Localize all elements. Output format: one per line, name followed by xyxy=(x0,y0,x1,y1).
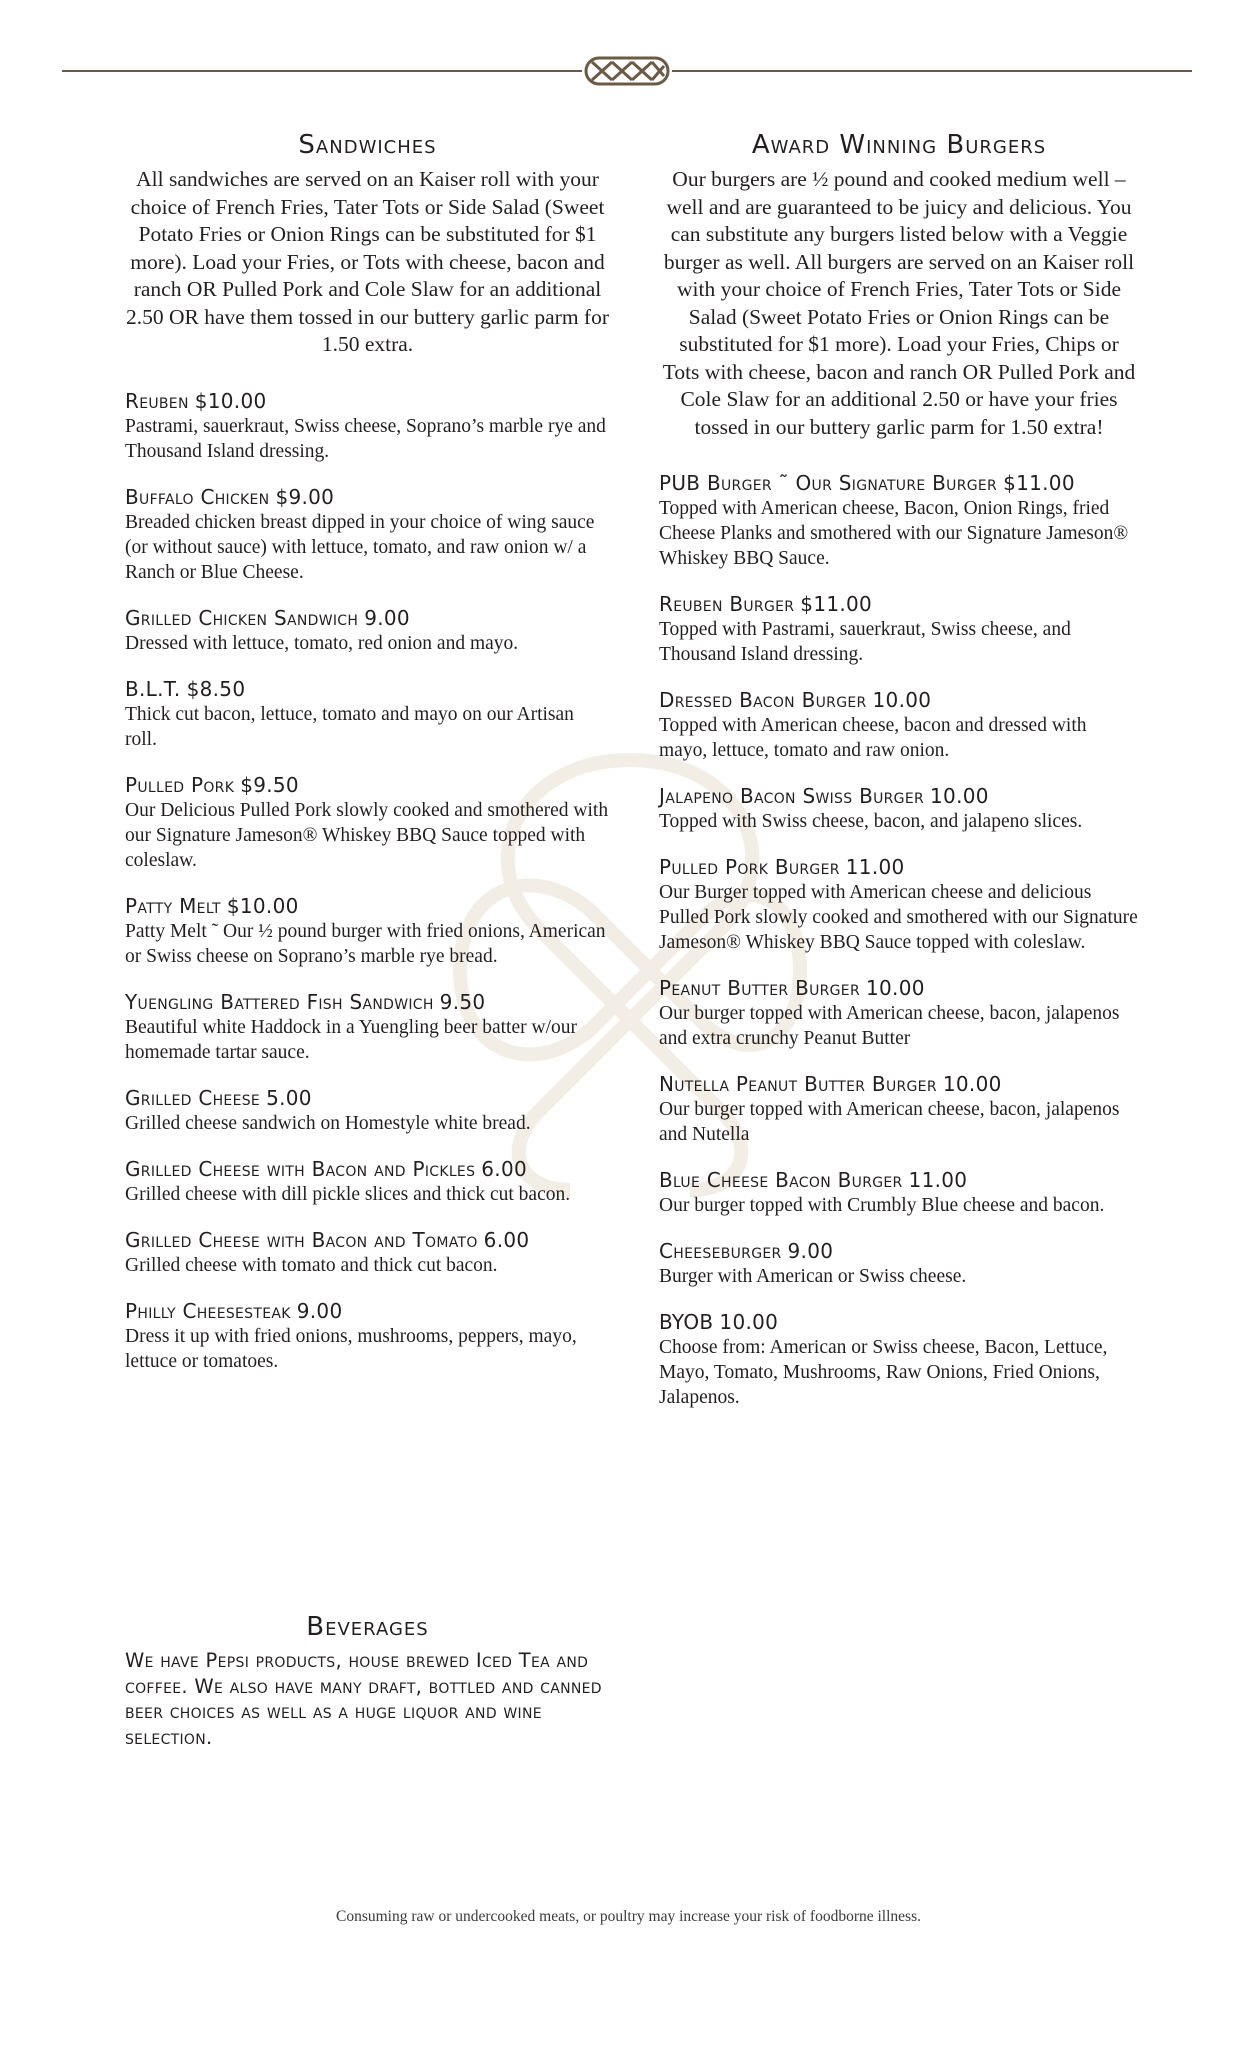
menu-item-description: Our Delicious Pulled Pork slowly cooked and smothered with our Signature Jameson® Whiskey BBQ Sauce topped with coleslaw. xyxy=(125,799,609,871)
menu-item-name xyxy=(125,990,610,1015)
menu-item-price: 11.00 xyxy=(845,855,905,879)
menu-item-title: PUB Burger ˜ Our Signature Burger xyxy=(659,471,998,495)
menu-item-description: Patty Melt ˜ Our ½ pound burger with fried onions, American or Swiss cheese on Soprano’s marble rye bread. xyxy=(125,920,606,967)
menu-item-price: 5.00 xyxy=(266,1085,312,1110)
menu-item xyxy=(125,1299,610,1374)
menu-item-title: Peanut Butter Burger xyxy=(659,976,860,1000)
menu-item-title: Jalapeno Bacon Swiss Burger xyxy=(659,784,925,808)
menu-item-price: 11.00 xyxy=(908,1168,968,1192)
menu-item xyxy=(125,677,610,752)
menu-item-name xyxy=(125,1157,610,1182)
menu-item-name xyxy=(659,1239,1139,1264)
menu-item xyxy=(125,485,610,585)
burgers-section xyxy=(659,130,1139,1431)
menu-item xyxy=(125,606,610,656)
menu-item xyxy=(659,784,1139,834)
menu-item xyxy=(659,688,1139,763)
footer-disclaimer: Consuming raw or undercooked meats, or poultry may increase your risk of foodborne illness. xyxy=(336,1908,921,1925)
menu-item-title: Grilled Cheese xyxy=(125,1085,261,1110)
menu-item-name xyxy=(125,1086,610,1111)
menu-item xyxy=(125,1228,610,1278)
menu-item-name xyxy=(125,606,610,631)
beverages-section xyxy=(125,1612,610,1750)
menu-item-name xyxy=(659,471,1139,496)
menu-item-price: 10.00 xyxy=(866,976,925,1000)
menu-item-title: Grilled Cheese with Bacon and Pickles xyxy=(125,1156,476,1181)
menu-item-title: Grilled Chicken Sandwich xyxy=(125,605,359,630)
menu-item-name xyxy=(659,1310,1139,1335)
menu-item-title: BYOB xyxy=(659,1310,714,1334)
menu-item xyxy=(125,773,610,873)
menu-item-price: 10.00 xyxy=(930,784,989,808)
menu-item-description: Topped with Swiss cheese, bacon, and jalapeno slices. xyxy=(659,811,1083,832)
menu-item-description: Grilled cheese sandwich on Homestyle white bread. xyxy=(125,1112,531,1134)
burgers-intro: Our burgers are ½ pound and cooked medium well – well and are guaranteed to be juicy and delicious. You can substitute any burgers listed below with a Veggie burger as well. All burgers are served on an Kaiser roll with your choice of French Fries, Tater Tots or Side Salad (Sweet Potato Fries or Onion Rings can be substituted for $1 more). Load your Fries, Chips or Tots with cheese, bacon and ranch OR Pulled Pork and Cole Slaw for an additional 2.50 or have your fries tossed in our buttery garlic parm for 1.50 extra! xyxy=(662,167,1136,439)
menu-item-name xyxy=(659,1072,1139,1097)
menu-item-price: 9.00 xyxy=(296,1298,343,1323)
celtic-knot-icon xyxy=(582,52,672,90)
menu-item-title: Buffalo Chicken xyxy=(125,484,270,509)
beverages-title: Beverages xyxy=(306,1612,429,1642)
menu-item xyxy=(125,1086,610,1136)
menu-item xyxy=(125,1157,610,1207)
menu-item xyxy=(125,389,610,464)
menu-item-title: Yuengling Battered Fish Sandwich xyxy=(125,989,434,1014)
menu-item-name xyxy=(659,1168,1139,1193)
menu-item-title: Cheeseburger xyxy=(659,1239,782,1263)
menu-item-price: $11.00 xyxy=(800,592,873,616)
menu-item-title: Pulled Pork Burger xyxy=(659,855,840,879)
sandwiches-intro: All sandwiches are served on an Kaiser roll with your choice of French Fries, Tater Tots or Side Salad (Sweet Potato Fries or Onion Rings can be substituted for $1 more). Load your Fries, or Tots with cheese, bacon and ranch OR Pulled Pork and Cole Slaw for an additional 2.50 OR have them tossed in our buttery garlic parm for 1.50 extra. xyxy=(125,167,610,356)
menu-item xyxy=(659,592,1139,667)
menu-item-description: Dress it up with fried onions, mushrooms, peppers, mayo, lettuce or tomatoes. xyxy=(125,1325,577,1372)
menu-item-title: Reuben Burger xyxy=(659,592,795,616)
menu-item xyxy=(659,1072,1139,1147)
menu-item-description: Grilled cheese with dill pickle slices and thick cut bacon. xyxy=(125,1183,571,1205)
menu-item-description: Our burger topped with American cheese, bacon, jalapenos and extra crunchy Peanut Butter xyxy=(659,1003,1120,1049)
menu-item-price: 9.00 xyxy=(787,1239,834,1263)
menu-item-title: Dressed Bacon Burger xyxy=(659,688,867,712)
header-rule-right xyxy=(672,70,1192,72)
menu-item xyxy=(659,1310,1139,1410)
menu-item-description: Topped with American cheese, Bacon, Onion Rings, fried Cheese Planks and smothered with our Signature Jameson® Whiskey BBQ Sauce. xyxy=(659,498,1129,569)
menu-item-title: B.L.T. xyxy=(125,676,181,701)
menu-item-title: Philly Cheesesteak xyxy=(125,1298,291,1323)
menu-item-price: 10.00 xyxy=(719,1310,779,1334)
menu-item-description: Dressed with lettuce, tomato, red onion and mayo. xyxy=(125,632,519,654)
menu-item-name xyxy=(125,1228,610,1253)
menu-item-price: $10.00 xyxy=(194,388,267,413)
menu-item-price: $8.50 xyxy=(186,676,246,701)
menu-item-price: 10.00 xyxy=(942,1072,1002,1096)
header-rule-left xyxy=(62,70,582,72)
burgers-list xyxy=(659,471,1139,1410)
menu-item-description: Grilled cheese with tomato and thick cut bacon. xyxy=(125,1254,498,1276)
menu-item xyxy=(659,1168,1139,1218)
menu-item-title: Nutella Peanut Butter Burger xyxy=(659,1072,937,1096)
menu-item-price: 6.00 xyxy=(483,1227,530,1252)
menu-item-name xyxy=(125,1299,610,1324)
menu-item xyxy=(659,855,1139,955)
menu-item-price: 9.50 xyxy=(439,989,486,1014)
menu-item-price: 10.00 xyxy=(872,688,932,712)
sandwiches-title: Sandwiches xyxy=(298,130,437,160)
menu-item-name xyxy=(125,677,610,702)
menu-item-description: Thick cut bacon, lettuce, tomato and mayo on our Artisan roll. xyxy=(125,703,574,750)
menu-item-description: Burger with American or Swiss cheese. xyxy=(659,1266,967,1287)
menu-item-name xyxy=(659,784,1139,809)
menu-item-name xyxy=(125,894,610,919)
menu-item-price: 9.00 xyxy=(364,605,410,630)
menu-item-title: Grilled Cheese with Bacon and Tomato xyxy=(125,1227,478,1252)
menu-item xyxy=(125,894,610,969)
menu-item-name xyxy=(659,592,1139,617)
menu-item-description: Beautiful white Haddock in a Yuengling beer batter w/our homemade tartar sauce. xyxy=(125,1016,577,1063)
menu-item-name xyxy=(659,855,1139,880)
menu-item-description: Our burger topped with Crumbly Blue cheese and bacon. xyxy=(659,1195,1105,1216)
menu-item xyxy=(659,976,1139,1051)
menu-item-price: 6.00 xyxy=(481,1156,527,1181)
menu-item-description: Our Burger topped with American cheese and delicious Pulled Pork slowly cooked and smothered with our Signature Jameson® Whiskey BBQ Sauce topped with coleslaw. xyxy=(659,882,1138,953)
menu-item-description: Breaded chicken breast dipped in your choice of wing sauce (or without sauce) with lettuce, tomato, and raw onion w/ a Ranch or Blue Cheese. xyxy=(125,511,595,583)
menu-item-title: Patty Melt xyxy=(125,893,221,918)
menu-item-title: Reuben xyxy=(125,388,189,413)
menu-item-title: Blue Cheese Bacon Burger xyxy=(659,1168,903,1192)
menu-item-description: Topped with Pastrami, sauerkraut, Swiss cheese, and Thousand Island dressing. xyxy=(659,619,1071,665)
beverages-text: We have Pepsi products, house brewed Iced Tea and coffee. We also have many draft, bottled and canned beer choices as well as a huge liquor and wine selection. xyxy=(125,1649,602,1749)
menu-item-name xyxy=(125,485,610,510)
menu-item-description: Topped with American cheese, bacon and dressed with mayo, lettuce, tomato and raw onion. xyxy=(659,715,1087,761)
menu-item xyxy=(659,1239,1139,1289)
menu-item-price: $9.50 xyxy=(240,772,299,797)
menu-item xyxy=(659,471,1139,571)
menu-item-name xyxy=(659,976,1139,1001)
menu-item-name xyxy=(125,773,610,798)
sandwiches-list xyxy=(125,389,610,1374)
menu-item-price: $10.00 xyxy=(226,893,299,918)
sandwiches-section xyxy=(125,130,610,1395)
menu-item-description: Pastrami, sauerkraut, Swiss cheese, Soprano’s marble rye and Thousand Island dressing. xyxy=(125,415,606,462)
menu-item-name xyxy=(659,688,1139,713)
menu-item-description: Choose from: American or Swiss cheese, Bacon, Lettuce, Mayo, Tomato, Mushrooms, Raw Onions, Fried Onions, Jalapenos. xyxy=(659,1337,1108,1408)
menu-item-name xyxy=(125,389,610,414)
menu-item-price: $9.00 xyxy=(275,484,335,509)
burgers-title: Award Winning Burgers xyxy=(751,130,1047,160)
menu-item-description: Our burger topped with American cheese, bacon, jalapenos and Nutella xyxy=(659,1099,1120,1145)
menu-item-price: $11.00 xyxy=(1003,471,1075,495)
menu-item xyxy=(125,990,610,1065)
menu-item-title: Pulled Pork xyxy=(125,772,235,797)
